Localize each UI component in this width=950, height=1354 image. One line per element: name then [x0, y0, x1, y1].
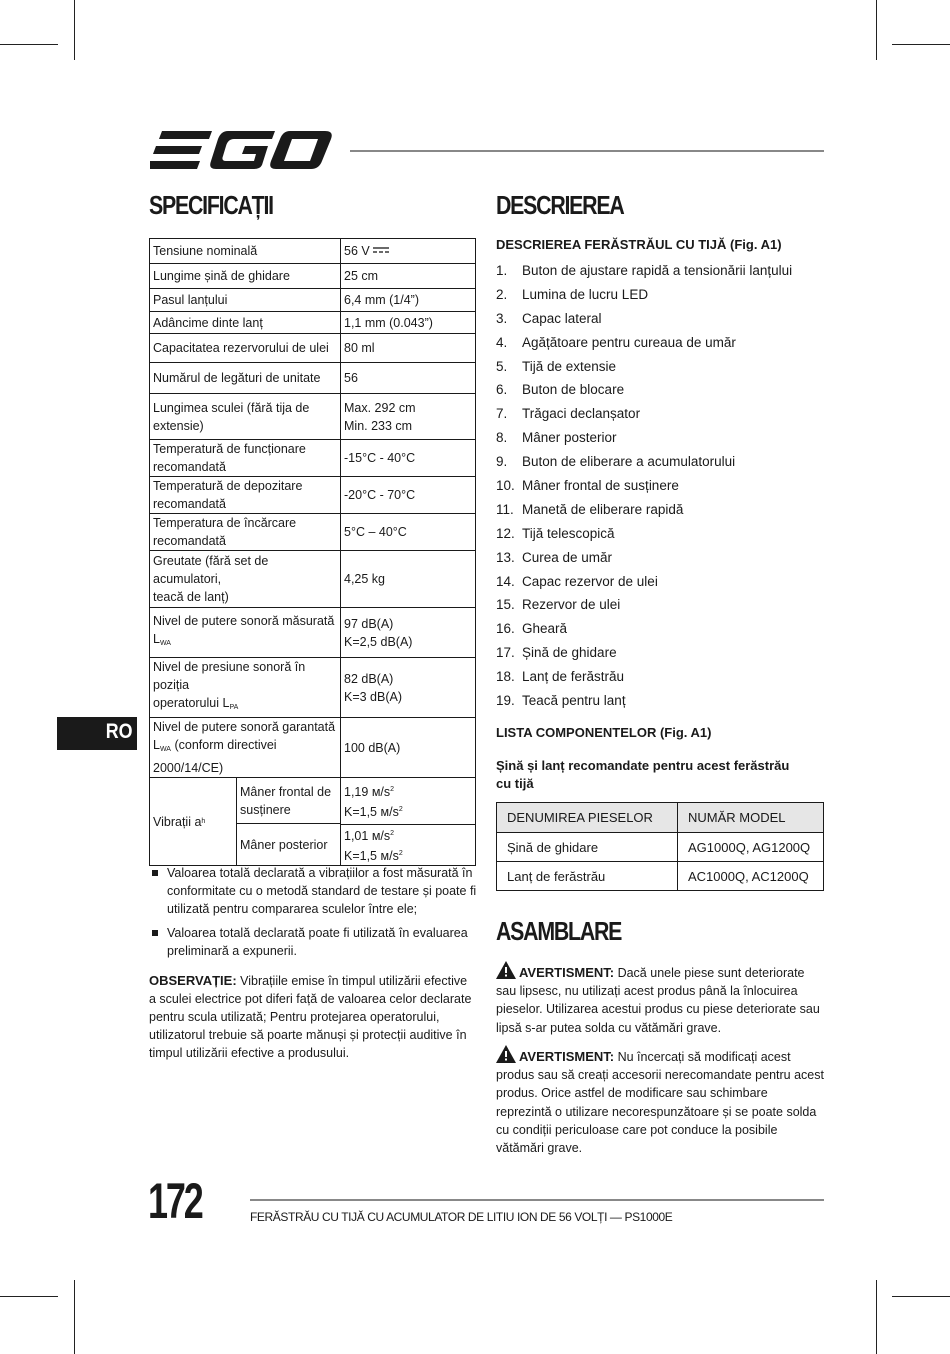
- list-item-number: 12.: [496, 525, 515, 541]
- list-item-number: 11.: [496, 501, 514, 517]
- vibration-unit: м/s: [371, 784, 391, 799]
- spec-label: [150, 394, 341, 440]
- spec-label: [150, 608, 341, 658]
- spec-label: Tensiune nominală: [150, 239, 341, 264]
- spec-label-line: teacă de lanț): [153, 590, 229, 604]
- spec-label-symbol: L: [153, 632, 160, 646]
- table-row: [497, 833, 824, 862]
- list-item-text: Tijă telescopică: [522, 525, 615, 541]
- table-row: [150, 658, 476, 718]
- spec-value: [341, 608, 476, 658]
- list-item-number: 2.: [496, 286, 508, 302]
- parts-description-list: [496, 259, 792, 713]
- components-heading: LISTA COMPONENTELOR (Fig. A1): [496, 725, 712, 740]
- warning-triangle-icon: [496, 1045, 516, 1063]
- table-row: [150, 264, 476, 289]
- list-item: [496, 689, 792, 713]
- voltage-value: 56 V: [344, 244, 370, 258]
- spec-label-line: Temperatura de încărcare: [153, 516, 297, 530]
- table-row: [150, 440, 476, 477]
- list-item-text: Manetă de eliberare rapidă: [522, 501, 684, 517]
- spec-value: -15°C - 40°C: [341, 440, 476, 477]
- recommended-parts-heading: [496, 757, 789, 793]
- list-item: [496, 426, 792, 450]
- list-item-number: 8.: [496, 430, 508, 446]
- vibration-handle-rear: [237, 824, 340, 865]
- language-tab-label: RO: [105, 720, 132, 743]
- table-row: [497, 862, 824, 891]
- vibration-unit-exponent: 2: [398, 849, 403, 857]
- vibration-handle-front: [237, 778, 340, 824]
- footer-rule: [250, 1199, 824, 1201]
- list-item-number: 15.: [496, 597, 515, 613]
- table-header-row: [497, 803, 824, 833]
- vibration-value: 1,01: [344, 828, 372, 843]
- spec-label-line: recomandată: [153, 460, 226, 474]
- list-item: [151, 864, 477, 918]
- spec-value: 25 cm: [341, 264, 476, 289]
- vibration-unit: м/s: [380, 804, 399, 819]
- heading-line: cu tijă: [496, 776, 534, 791]
- list-item: [496, 378, 792, 402]
- list-item-text: Lumina de lucru LED: [522, 286, 649, 302]
- list-item: [496, 283, 792, 307]
- dc-current-icon: [373, 246, 389, 254]
- list-item-text: Rezervor de ulei: [522, 597, 621, 613]
- list-item-number: 3.: [496, 310, 508, 326]
- list-item: [496, 570, 792, 594]
- spec-label-line: extensie): [153, 418, 204, 433]
- assembly-heading: ASAMBLARE: [496, 916, 622, 946]
- spec-label-line: operatorului L: [153, 696, 230, 710]
- spec-label-subscript: WA: [159, 746, 171, 753]
- list-item-text: Buton de eliberare a acumulatorului: [522, 454, 736, 470]
- handle-label-line: Mâner frontal de: [240, 784, 332, 799]
- spec-label-subscript: PA: [229, 704, 239, 711]
- list-item: [496, 617, 792, 641]
- column-header: NUMĂR MODEL: [678, 803, 824, 833]
- list-item-text: Capac rezervor de ulei: [522, 573, 658, 589]
- spec-label-line: Temperatură de funcționare: [153, 442, 306, 456]
- observation-text: Vibrațiile emise în timpul utilizării efective a sculei electrice pot diferi față de valoarea celor declarate pentru scula utilizată; Pentru protejarea operatorului, utilizatorul trebuie să poarte mănuși și protecții auditive în timpul utilizării efective a produsului.: [149, 974, 472, 1060]
- list-item: [496, 522, 792, 546]
- language-tab: [57, 717, 137, 750]
- spec-value: 56: [341, 363, 476, 394]
- spec-value: 1,1 mm (0.043”): [341, 312, 476, 334]
- list-item-text: Valoarea totală declarată poate fi utilizată în evaluarea preliminară a expunerii.: [167, 926, 468, 958]
- specifications-table: [149, 238, 476, 866]
- table-cell: AG1000Q, AG1200Q: [678, 833, 824, 862]
- description-subheading: DESCRIEREA FERĂSTRĂUL CU TIJĂ (Fig. A1): [496, 237, 782, 252]
- list-item-text: Mâner posterior: [522, 430, 617, 446]
- list-item-number: 10.: [496, 478, 515, 494]
- spec-label: [150, 440, 341, 477]
- spec-label: Capacitatea rezervorului de ulei: [150, 334, 341, 363]
- list-item-text: Șină de ghidare: [522, 645, 617, 661]
- spec-label: Pasul lanțului: [150, 289, 341, 312]
- list-item-number: 17.: [496, 645, 515, 661]
- footer-title: FERĂSTRĂU CU TIJĂ CU ACUMULATOR DE LITIU ION DE 56 VOLȚI — PS1000E: [250, 1210, 673, 1224]
- vibration-unit: м/s: [371, 828, 391, 843]
- list-item-number: 9.: [496, 454, 508, 470]
- list-item-number: 18.: [496, 669, 515, 685]
- list-item-text: Tijă de extensie: [522, 358, 617, 374]
- spec-value: [341, 824, 476, 865]
- vibration-label-text: Vibrații a: [153, 814, 202, 829]
- spec-value: 4,25 kg: [341, 551, 476, 608]
- list-item-text: Valoarea totală declarată a vibrațiilor a fost măsurată în conformitate cu o metodă standard de testare și poate fi utilizată pentru compararea sculelor între ele;: [167, 866, 477, 916]
- table-row: [150, 334, 476, 363]
- spec-label-line: Temperatură de depozitare: [153, 479, 303, 493]
- spec-label-line: Nivel de presiune sonoră în poziția: [153, 660, 306, 692]
- table-row: [150, 608, 476, 658]
- list-item-text: Teacă pentru lanț: [522, 693, 626, 709]
- spec-label: Numărul de legături de unitate: [150, 363, 341, 394]
- table-row: [150, 239, 476, 264]
- spec-value: 6,4 mm (1/4”): [341, 289, 476, 312]
- specifications-heading: SPECIFICAȚII: [149, 190, 273, 220]
- handle-label: Mâner posterior: [240, 837, 328, 852]
- spec-value: [341, 658, 476, 718]
- warning-text: Nu încercați să modificați acest produs sau să creați accesorii nerecomandate pentru acest produs. Orice astfel de modificare sau schimbare reprezintă o utilizare necorespunzătoare și se poate solda cu condiții periculoase care pot conduce la posibile vătămări grave.: [496, 1050, 824, 1156]
- spec-label-line: (conform directivei 2000/14/CE): [153, 738, 277, 775]
- list-item-text: Mâner frontal de susținere: [522, 478, 679, 494]
- list-item: [496, 498, 792, 522]
- vibration-uncertainty: K=1,5: [344, 848, 381, 863]
- list-item: [496, 355, 792, 379]
- vibration-cell: [150, 778, 341, 866]
- vibration-uncertainty: K=1,5: [344, 804, 381, 819]
- warning-triangle-icon: [496, 961, 516, 979]
- list-item-text: Trăgaci declanșator: [522, 406, 641, 422]
- spec-value: [341, 394, 476, 440]
- spec-label-subscript: WA: [159, 640, 171, 647]
- vibration-value: 1,19: [344, 784, 372, 799]
- vibration-unit-exponent: 2: [390, 829, 395, 837]
- table-row: [150, 289, 476, 312]
- description-heading: DESCRIEREA: [496, 190, 624, 220]
- warning-label: AVERTISMENT:: [519, 965, 615, 980]
- warning-text: Dacă unele piese sunt deteriorate sau lipsesc, nu utilizați acest produs până la înlocuirea pieselor. Utilizarea acestui produs cu piese deteriorate sau lipsă s-ar putea solda cu vătămări grave.: [496, 966, 820, 1035]
- spec-label-line: Lungimea sculei (fără tija de: [153, 400, 310, 415]
- list-item: [496, 259, 792, 283]
- warning-block: [496, 961, 824, 1037]
- list-item-text: Capac lateral: [522, 310, 602, 326]
- table-row: [150, 514, 476, 551]
- list-item-text: Curea de umăr: [522, 549, 613, 565]
- spec-label-line: Nivel de putere sonoră garantată: [153, 720, 336, 734]
- vibration-notes-list: [151, 864, 477, 966]
- observation-label: OBSERVAȚIE:: [149, 973, 237, 988]
- spec-label-line: recomandată: [153, 497, 226, 511]
- ego-logo: [150, 128, 332, 172]
- page-number: 172: [148, 1173, 202, 1229]
- table-row: [150, 477, 476, 514]
- spec-value-line: 82 dB(A): [344, 671, 394, 686]
- heading-line: Șină și lanț recomandate pentru acest ferăstrău: [496, 758, 790, 773]
- spec-value: 100 dB(A): [341, 718, 476, 778]
- list-item-number: 6.: [496, 382, 508, 398]
- table-row: [150, 394, 476, 440]
- bullet-square-icon: [152, 930, 158, 936]
- spec-label-line: Greutate (fără set de acumulatori,: [153, 554, 269, 586]
- list-item-number: 14.: [496, 573, 515, 589]
- handle-label-line: susținere: [240, 802, 291, 817]
- warning-block: [496, 1045, 824, 1157]
- list-item-text: Gheară: [522, 621, 568, 637]
- list-item-number: 1.: [496, 263, 508, 278]
- list-item: [496, 474, 792, 498]
- header-rule: [350, 150, 824, 152]
- spec-label-symbol: L: [153, 738, 160, 752]
- spec-value: 80 ml: [341, 334, 476, 363]
- spec-label: [150, 658, 341, 718]
- list-item-number: 4.: [496, 334, 508, 350]
- table-cell: Lanț de ferăstrău: [497, 862, 678, 891]
- list-item: [151, 924, 477, 960]
- list-item-text: Lanț de ferăstrău: [522, 669, 625, 685]
- spec-label: Lungime șină de ghidare: [150, 264, 341, 289]
- spec-label: Adâncime dinte lanț: [150, 312, 341, 334]
- list-item-text: Buton de blocare: [522, 382, 625, 398]
- spec-value: [341, 778, 476, 825]
- list-item: [496, 546, 792, 570]
- list-item: [496, 331, 792, 355]
- list-item: [496, 450, 792, 474]
- table-row: [150, 312, 476, 334]
- spec-label: [150, 514, 341, 551]
- table-row: [150, 778, 476, 825]
- spec-label-line: recomandată: [153, 534, 226, 548]
- vibration-unit-exponent: 2: [390, 785, 395, 793]
- table-row: [150, 363, 476, 394]
- vibration-label-subscript: h: [201, 817, 206, 825]
- bullet-square-icon: [152, 870, 158, 876]
- list-item: [496, 593, 792, 617]
- list-item-number: 13.: [496, 549, 515, 565]
- spec-value-line: K=2,5 dB(A): [344, 634, 413, 649]
- table-row: [150, 718, 476, 778]
- recommended-parts-table: [496, 802, 824, 891]
- vibration-handles: [237, 778, 340, 865]
- list-item: [496, 307, 792, 331]
- vibration-unit: м/s: [380, 848, 399, 863]
- list-item-number: 19.: [496, 693, 515, 709]
- vibration-label: [150, 778, 237, 865]
- spec-label: [150, 551, 341, 608]
- spec-label: [150, 718, 341, 778]
- spec-value-line: K=3 dB(A): [344, 689, 403, 704]
- table-row: [150, 551, 476, 608]
- spec-label: [150, 477, 341, 514]
- observation-note: [149, 972, 477, 1062]
- list-item: [496, 641, 792, 665]
- spec-label-line: Nivel de putere sonoră măsurată: [153, 614, 335, 628]
- table-cell: AC1000Q, AC1200Q: [678, 862, 824, 891]
- list-item: [496, 402, 792, 426]
- vibration-unit-exponent: 2: [398, 805, 403, 813]
- spec-value-line: Min. 233 cm: [344, 418, 413, 433]
- list-item-number: 7.: [496, 406, 508, 422]
- list-item: [496, 665, 792, 689]
- table-cell: Șină de ghidare: [497, 833, 678, 862]
- spec-value: 5°C – 40°C: [341, 514, 476, 551]
- warning-label: AVERTISMENT:: [519, 1049, 615, 1064]
- spec-value-line: 97 dB(A): [344, 616, 394, 631]
- column-header: DENUMIREA PIESELOR: [497, 803, 678, 833]
- list-item-text: Buton de ajustare rapidă a tensionării lanțului: [522, 263, 793, 278]
- spec-value-line: Max. 292 cm: [344, 400, 416, 415]
- list-item-number: 16.: [496, 621, 515, 637]
- list-item-number: 5.: [496, 358, 508, 374]
- list-item-text: Agățătoare pentru cureaua de umăr: [522, 334, 736, 350]
- spec-value: [341, 239, 476, 264]
- spec-value: -20°C - 70°C: [341, 477, 476, 514]
